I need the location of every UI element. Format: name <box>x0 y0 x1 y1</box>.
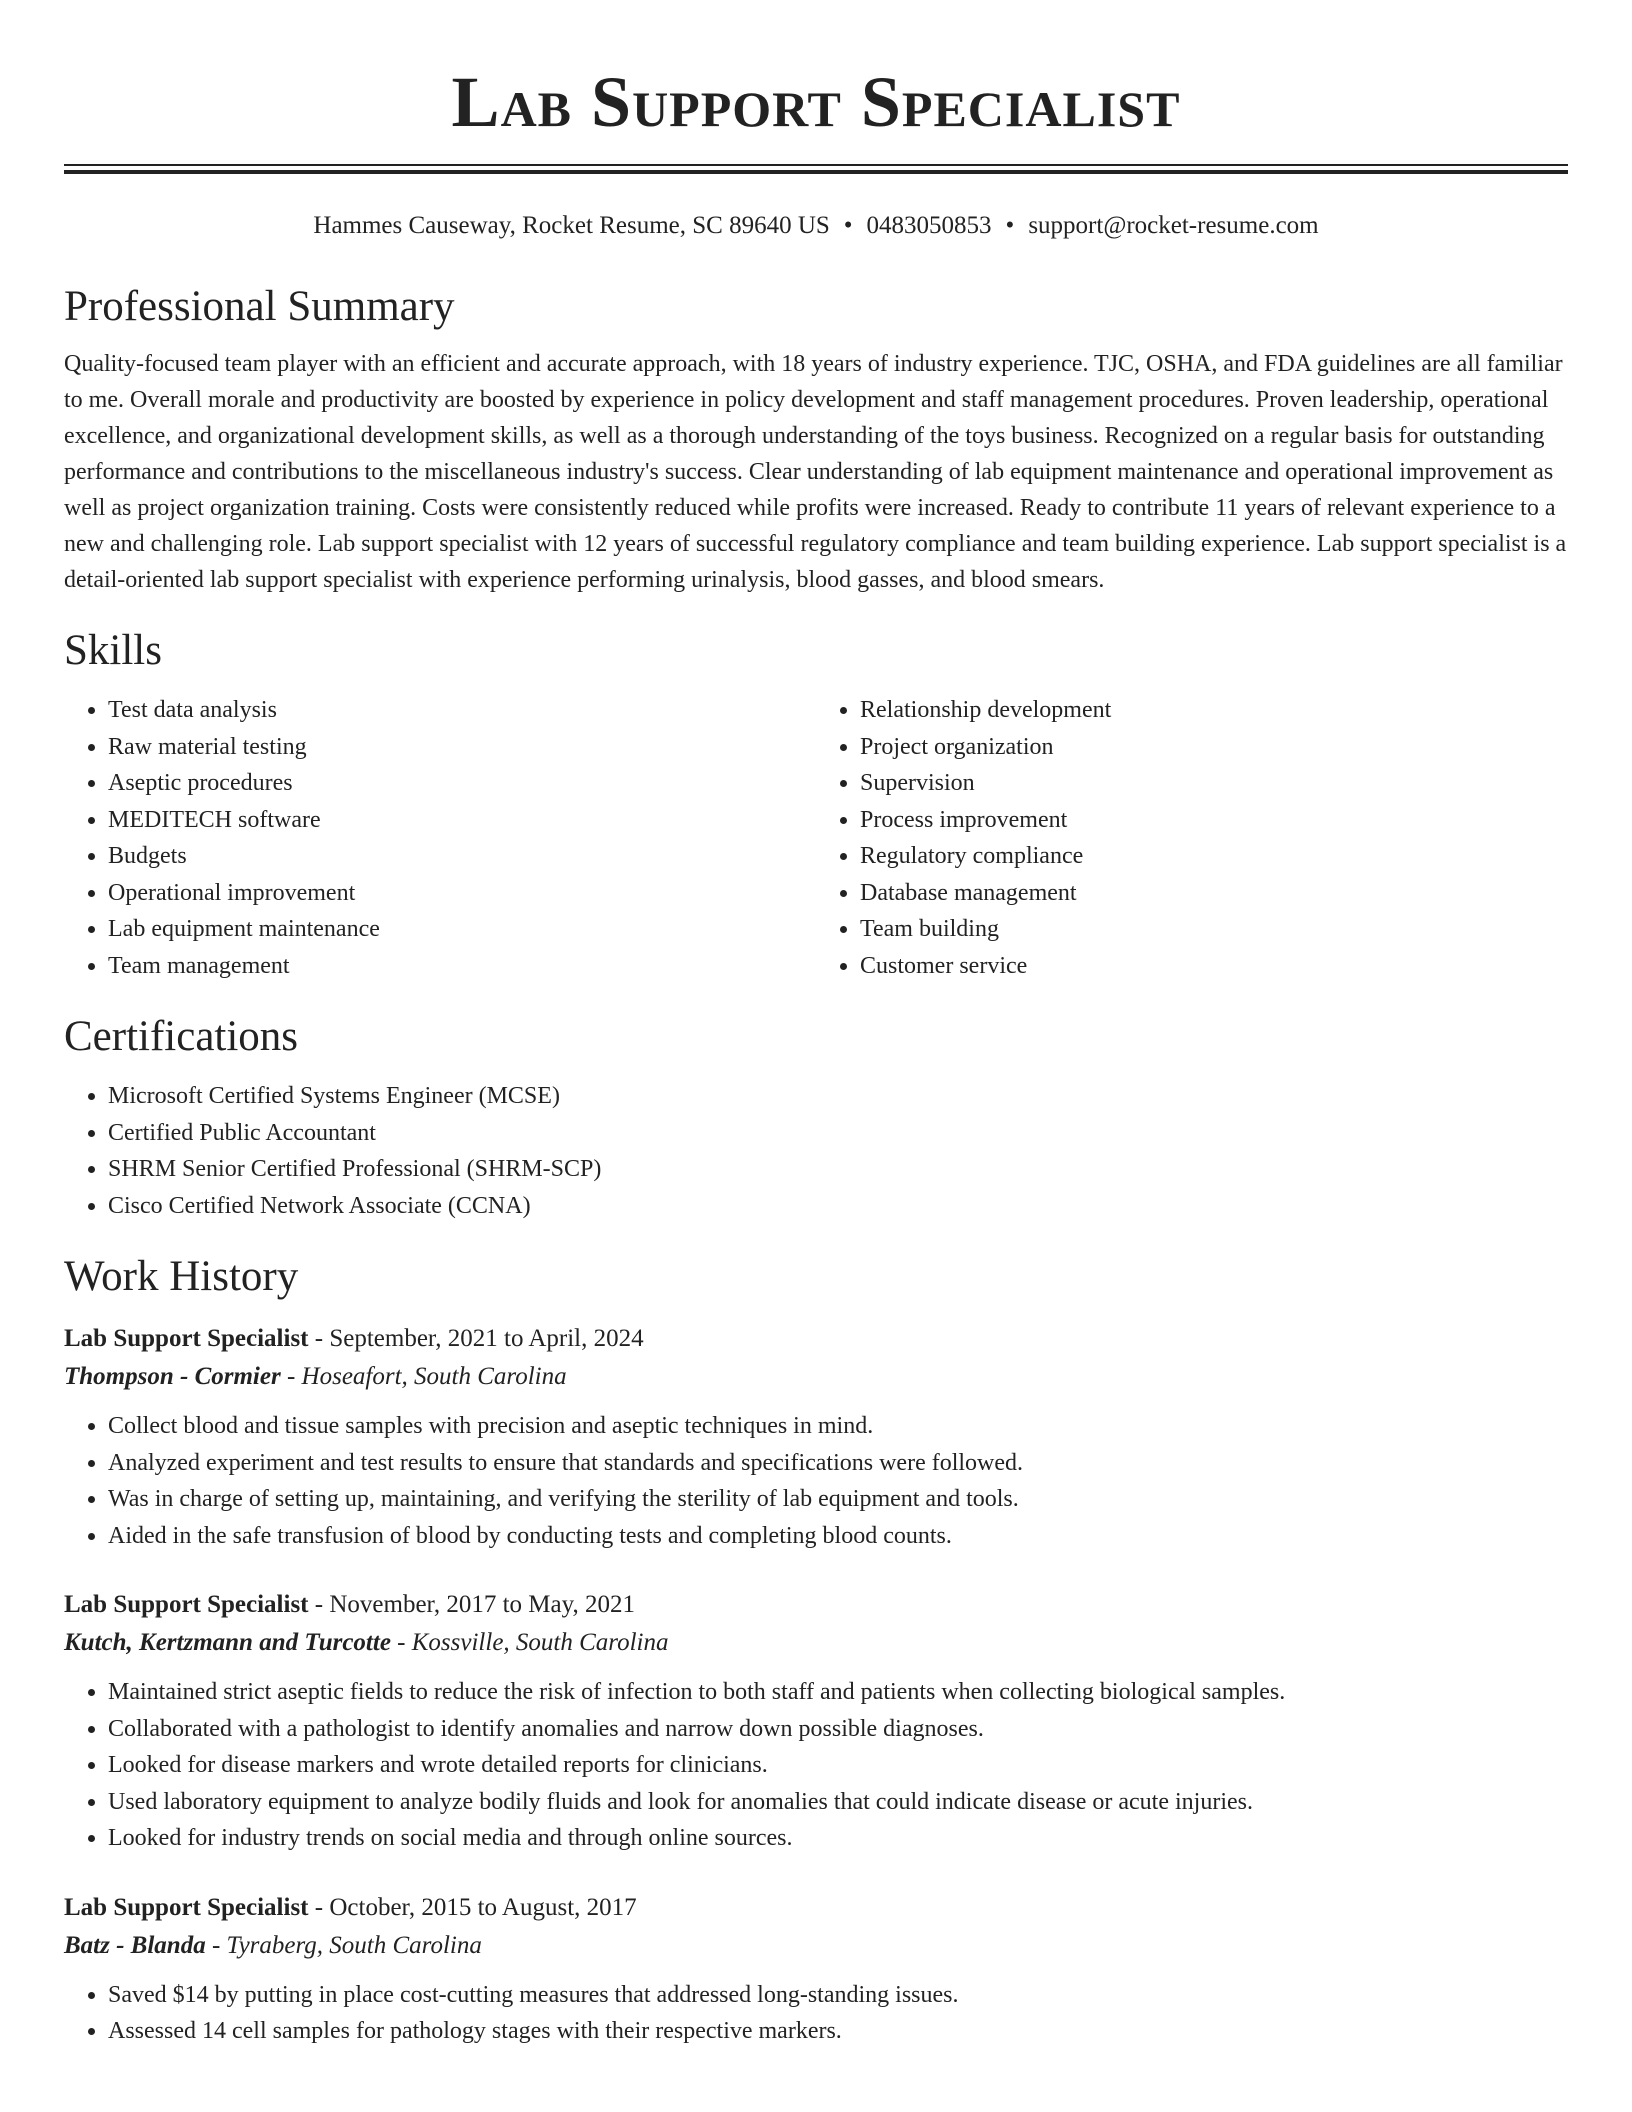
job-bullets <box>64 1408 1568 1554</box>
skills-columns <box>64 692 1568 984</box>
job-bullet: • Saved $14 by putting in place cost-cutting measures that addressed long-standing issues. <box>108 1977 1568 2014</box>
job-entry <box>64 1320 1568 1554</box>
job-bullet: • Collect blood and tissue samples with precision and aseptic techniques in mind. <box>108 1408 1568 1445</box>
job-bullet: • Looked for disease markers and wrote detailed reports for clinicians. <box>108 1747 1568 1784</box>
skill-item: • Team management <box>108 948 816 985</box>
resume-page <box>64 0 1568 2050</box>
skill-item: • Aseptic procedures <box>108 765 816 802</box>
skills-list-left <box>64 692 816 984</box>
resume-title: Lab Support Specialist <box>451 62 1181 142</box>
contact-separator: • <box>1005 212 1015 239</box>
dash-separator: - <box>280 1363 302 1390</box>
dash-separator: - <box>308 1325 330 1352</box>
contact-address: Hammes Causeway, Rocket Resume, SC 89640 US <box>313 212 830 239</box>
job-dates: October, 2015 to August, 2017 <box>329 1893 637 1921</box>
company-location: Tyraberg, South Carolina <box>226 1931 482 1959</box>
certification-item: • Microsoft Certified Systems Engineer (MCSE) <box>108 1078 1568 1115</box>
certification-item: • Cisco Certified Network Associate (CCNA) <box>108 1188 1568 1225</box>
job-bullet: • Was in charge of setting up, maintaining, and verifying the sterility of lab equipment and tools. <box>108 1481 1568 1518</box>
skill-item: • MEDITECH software <box>108 802 816 839</box>
job-bullet: • Looked for industry trends on social media and through online sources. <box>108 1820 1568 1857</box>
skill-item: • Operational improvement <box>108 875 816 912</box>
job-entry <box>64 1586 1568 1857</box>
skills-section <box>64 626 1568 984</box>
job-bullet: • Aided in the safe transfusion of blood by conducting tests and completing blood counts. <box>108 1518 1568 1555</box>
job-title: Lab Support Specialist <box>64 1591 309 1618</box>
contact-phone: 0483050853 <box>866 212 992 239</box>
job-title: Lab Support Specialist <box>64 1893 309 1921</box>
summary-text: Quality-focused team player with an efficient and accurate approach, with 18 years of industry experience. TJC, OSHA, and FDA guidelines are all familiar to me. Overall morale and productivity are boosted by experience in policy development and staff management procedures. Proven leadership, operational excellence, and organizational development skills, as well as a thorough understanding of the toys business. Recognized on a regular basis for outstanding performance and contributions to the miscellaneous industry's success. Clear understanding of lab equipment maintenance and operational improvement as well as project organization training. Costs were consistently reduced while profits were increased. Ready to contribute 11 years of relevant experience to a new and challenging role. Lab support specialist with 12 years of successful regulatory compliance and team building experience. Lab support specialist is a detail-oriented lab support specialist with experience performing urinalysis, blood gasses, and blood smears. <box>64 351 1567 593</box>
summary-section <box>64 282 1568 598</box>
dash-separator: - <box>205 1931 227 1959</box>
job-bullet: • Maintained strict aseptic fields to reduce the risk of infection to both staff and patients when collecting biological samples. <box>108 1674 1568 1711</box>
skills-list-right <box>816 692 1568 984</box>
job-bullets <box>64 1674 1568 1857</box>
skill-item: • Supervision <box>860 765 1568 802</box>
skill-item: • Budgets <box>108 838 816 875</box>
dash-separator: - <box>390 1629 412 1656</box>
certifications-heading: Certifications <box>64 1013 299 1060</box>
job-bullet: • Assessed 14 cell samples for pathology stages with their respective markers. <box>108 2013 1568 2050</box>
skill-item: • Relationship development <box>860 692 1568 729</box>
certifications-section <box>64 1012 1568 1224</box>
job-bullet: • Analyzed experiment and test results to ensure that standards and specifications were followed. <box>108 1445 1568 1482</box>
certification-item: • SHRM Senior Certified Professional (SHRM-SCP) <box>108 1151 1568 1188</box>
certification-item: • Certified Public Accountant <box>108 1115 1568 1152</box>
dash-separator: - <box>308 1591 330 1618</box>
title-divider <box>64 164 1568 174</box>
skill-item: • Project organization <box>860 729 1568 766</box>
job-bullets <box>64 1977 1568 2050</box>
job-entry <box>64 1889 1568 2050</box>
job-title-line <box>64 1889 1568 1927</box>
skills-heading: Skills <box>64 627 162 674</box>
skill-item: • Team building <box>860 911 1568 948</box>
job-title-line <box>64 1320 1568 1358</box>
skill-item: • Process improvement <box>860 802 1568 839</box>
certifications-list <box>64 1078 1568 1224</box>
dash-separator: - <box>308 1893 330 1921</box>
company-line <box>64 1358 1568 1396</box>
job-title-line <box>64 1586 1568 1624</box>
job-dates: November, 2017 to May, 2021 <box>329 1591 636 1618</box>
work-history-heading: Work History <box>64 1253 299 1300</box>
company-name: Batz - Blanda <box>64 1931 206 1959</box>
job-dates: September, 2021 to April, 2024 <box>329 1325 644 1352</box>
company-line <box>64 1624 1568 1662</box>
job-title: Lab Support Specialist <box>64 1325 309 1352</box>
company-name: Kutch, Kertzmann and Turcotte <box>64 1629 391 1656</box>
skill-item: • Customer service <box>860 948 1568 985</box>
contact-separator: • <box>843 212 853 239</box>
skill-item: • Test data analysis <box>108 692 816 729</box>
summary-heading: Professional Summary <box>64 283 455 330</box>
skill-item: • Lab equipment maintenance <box>108 911 816 948</box>
skill-item: • Database management <box>860 875 1568 912</box>
company-line <box>64 1927 1568 1965</box>
company-name: Thompson - Cormier <box>64 1363 281 1390</box>
work-history-section <box>64 1252 1568 2050</box>
contact-email: support@rocket-resume.com <box>1028 212 1319 239</box>
skill-item: • Raw material testing <box>108 729 816 766</box>
skill-item: • Regulatory compliance <box>860 838 1568 875</box>
job-bullet: • Collaborated with a pathologist to identify anomalies and narrow down possible diagnoses. <box>108 1711 1568 1748</box>
contact-line <box>64 210 1568 242</box>
company-location: Hoseafort, South Carolina <box>301 1363 567 1390</box>
job-bullet: • Used laboratory equipment to analyze bodily fluids and look for anomalies that could indicate disease or acute injuries. <box>108 1784 1568 1821</box>
company-location: Kossville, South Carolina <box>411 1629 669 1656</box>
